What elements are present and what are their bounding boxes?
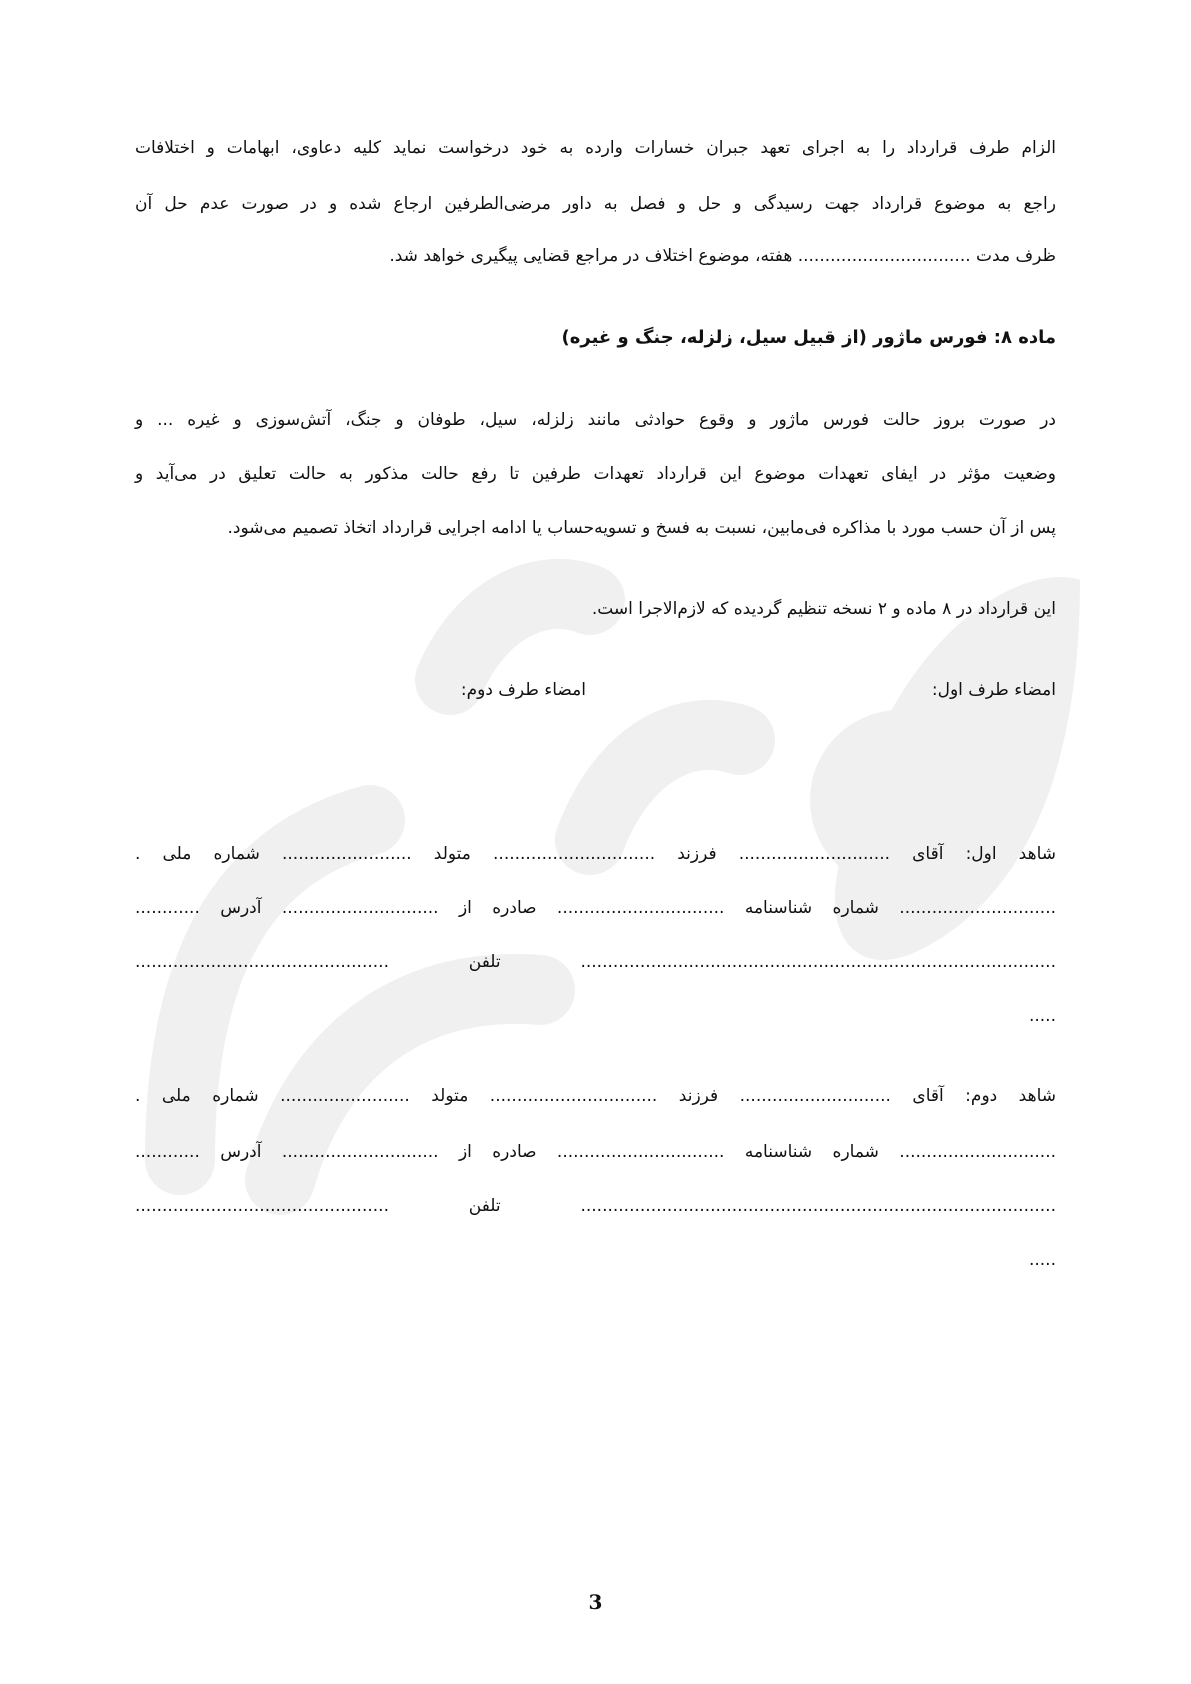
witness-1-line: شاهد اول: آقای ............................ فرزند .............................. متولد ........................ شماره ملی . bbox=[135, 844, 1056, 864]
paragraph-line: راجع به موضوع قرارداد جهت رسیدگی و حل و فصل به داور مرضی‌الطرفین ارجاع شده و در صورت عدم حل آن bbox=[135, 194, 1056, 214]
watermark-logo bbox=[120, 520, 1100, 1220]
witness-1-line: ..... bbox=[1028, 1006, 1056, 1026]
witness-2-line: ............................. شماره شناسنامه ............................... صادره از ............................. آدرس ............ bbox=[135, 1142, 1056, 1162]
witness-1-line: ........................................................................................ تلفن ............................................... bbox=[135, 952, 1056, 972]
article-8-heading: ماده ۸: فورس ماژور (از قبیل سیل، زلزله، جنگ و غیره) bbox=[561, 327, 1056, 348]
paragraph-line: در صورت بروز حالت فورس ماژور و وقوع حوادثی مانند زلزله، سیل، طوفان و جنگ، آتش‌سوزی و غیره ... و bbox=[135, 410, 1056, 430]
paragraph-line: ظرف مدت ................................ هفته، موضوع اختلاف در مراجع قضایی پیگیری خواهد شد. bbox=[389, 246, 1056, 266]
page-number: 3 bbox=[588, 1590, 603, 1614]
closing-statement: این قرارداد در ۸ ماده و ۲ نسخه تنظیم گردیده که لازم‌الاجرا است. bbox=[591, 599, 1056, 619]
paragraph-line: الزام طرف قرارداد را به اجرای تعهد جبران خسارات وارده به خود درخواست نماید کلیه دعاوی، ابهامات و اختلافات bbox=[135, 138, 1056, 158]
witness-2-line: ........................................................................................ تلفن ............................................... bbox=[135, 1196, 1056, 1216]
paragraph-line: وضعیت مؤثر در ایفای تعهدات موضوع این قرارداد تعهدات طرفین تا رفع حالت مذکور به حالت تعلیق در می‌آید و bbox=[135, 464, 1056, 484]
paragraph-line: پس از آن حسب مورد با مذاکره فی‌مابین، نسبت به فسخ و تسویه‌حساب یا ادامه اجرایی قرارداد اتخاذ تصمیم می‌شود. bbox=[227, 518, 1056, 538]
signature-row bbox=[135, 678, 1056, 702]
witness-2-line: شاهد دوم: آقای ............................ فرزند ............................... متولد ........................ شماره ملی . bbox=[135, 1086, 1056, 1106]
witness-2-line: ..... bbox=[1028, 1250, 1056, 1270]
second-party-signature-label: امضاء طرف دوم: bbox=[460, 680, 586, 700]
witness-1-line: ............................. شماره شناسنامه ............................... صادره از ............................. آدرس ............ bbox=[135, 898, 1056, 918]
first-party-signature-label: امضاء طرف اول: bbox=[931, 680, 1056, 700]
